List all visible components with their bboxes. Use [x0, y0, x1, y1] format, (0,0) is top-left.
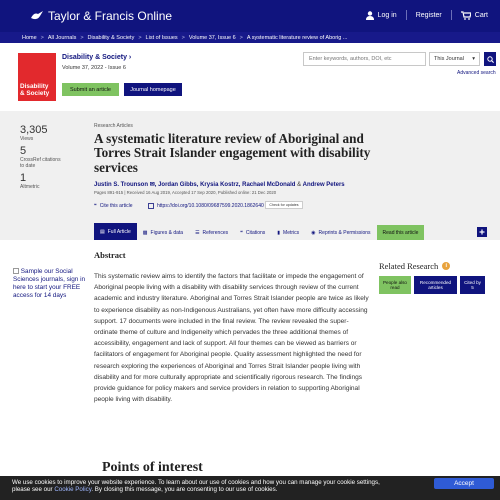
search-icon: [487, 56, 494, 63]
breadcrumb-item[interactable]: Home: [22, 34, 37, 41]
search-input[interactable]: [303, 52, 426, 66]
top-actions: [366, 10, 488, 20]
altmetric-count[interactable]: 1: [20, 172, 27, 184]
top-bar: [0, 0, 500, 32]
site-logo[interactable]: [30, 9, 172, 23]
advanced-search-link[interactable]: Advanced search: [457, 70, 496, 76]
journal-header: [0, 43, 500, 111]
author-ampersand: &: [297, 182, 302, 188]
doi-link[interactable]: [148, 203, 264, 209]
link-icon: [148, 203, 154, 209]
breadcrumb: [0, 32, 500, 43]
chevron-down-icon: ▾: [472, 56, 475, 62]
search-scope-value: This Journal: [434, 56, 464, 62]
breadcrumb-item-current: A systematic literature review of Aborig ...: [246, 34, 348, 41]
tab-citations[interactable]: [234, 225, 271, 240]
author-link[interactable]: Rachael McDonald: [242, 182, 296, 188]
author-link[interactable]: Krysia Kostrz: [200, 182, 239, 188]
author-link[interactable]: Andrew Peters: [302, 182, 345, 188]
cover-title: [20, 84, 49, 97]
accept-cookies-button[interactable]: Accept: [434, 478, 494, 489]
login-label: Log in: [377, 11, 397, 19]
tab-label: Citations: [245, 229, 266, 236]
journal-cover[interactable]: [18, 53, 56, 101]
expand-button[interactable]: [477, 227, 487, 237]
tab-recommended-articles[interactable]: Recommended articles: [414, 276, 457, 294]
cart-link[interactable]: [461, 11, 488, 20]
tab-metrics[interactable]: [271, 225, 305, 240]
cookie-text-line2: [12, 487, 488, 494]
cookie-policy-link[interactable]: Cookie Policy: [54, 485, 92, 493]
tab-full-article[interactable]: [94, 223, 137, 240]
cart-label: Cart: [474, 11, 488, 19]
crossref-label: CrossRef citations to date: [20, 157, 61, 169]
cover-title-line: & Society: [20, 89, 50, 97]
register-link[interactable]: [416, 12, 442, 19]
divider: [406, 10, 407, 20]
breadcrumb-separator: >: [138, 34, 142, 41]
info-icon[interactable]: i: [442, 262, 450, 270]
quote-icon: ❝: [94, 203, 97, 209]
tab-label: References: [202, 229, 229, 236]
lock-icon: ◉: [311, 229, 316, 236]
plus-icon: [479, 229, 485, 235]
tab-references[interactable]: [189, 225, 234, 240]
related-research-tabs: [379, 276, 485, 294]
search-scope-select[interactable]: [429, 52, 480, 66]
article-title: A systematic literature review of Aboriginal and Torres Strait Islander engagement with disability services: [94, 131, 371, 175]
breadcrumb-separator: >: [40, 34, 44, 41]
article-type: Research Articles: [94, 123, 133, 129]
search-button[interactable]: [484, 52, 496, 66]
cite-label: Cite this article: [99, 203, 133, 209]
cite-article-link[interactable]: [94, 203, 133, 209]
related-research-title: Related Research: [379, 261, 439, 271]
journal-homepage-button[interactable]: Journal homepage: [124, 83, 182, 96]
breadcrumb-item[interactable]: Disability & Society: [87, 34, 135, 41]
document-icon: ▤: [100, 228, 105, 235]
promo-image-link[interactable]: [13, 268, 89, 300]
breadcrumb-item[interactable]: List of Issues: [145, 34, 178, 41]
article-tabs: [94, 223, 424, 240]
breadcrumb-separator: >: [181, 34, 185, 41]
bar-chart-icon: ▮: [277, 229, 281, 236]
site-brand: Taylor & Francis Online: [48, 9, 173, 23]
breadcrumb-item[interactable]: All Journals: [47, 34, 77, 41]
tab-label: Full Article: [107, 228, 131, 235]
section-heading: Points of interest: [102, 460, 203, 475]
image-icon: ▩: [142, 229, 148, 236]
author-link[interactable]: Justin S. Trounson: [94, 182, 149, 188]
article-metrics: [20, 125, 80, 194]
tab-label: Metrics: [283, 229, 300, 236]
views-count: 3,305: [20, 124, 48, 136]
tandf-logo-icon: [30, 10, 44, 22]
tab-label: Reprints & Permissions: [318, 229, 371, 236]
tab-label: Figures & data: [150, 229, 184, 236]
broken-image-icon: [13, 268, 19, 274]
promo-alt-text: Sample our Social Sciences journals, sign in here to start your FREE access for 14 days: [13, 268, 86, 299]
views-label: Views: [20, 136, 34, 142]
breadcrumb-separator: >: [80, 34, 84, 41]
author-link[interactable]: Jordan Gibbs: [158, 182, 197, 188]
envelope-icon[interactable]: ✉: [149, 182, 155, 188]
user-icon: [366, 11, 374, 20]
cover-title-line: Disability: [20, 83, 49, 90]
quote-icon: ❝: [240, 229, 243, 236]
crossref-count[interactable]: 5: [20, 145, 27, 157]
check-updates-label: Check for updates: [269, 203, 299, 207]
cookie-text-post: . By closing this message, you are consenting to our use of cookies.: [91, 485, 278, 493]
journal-title[interactable]: [62, 54, 131, 61]
abstract-heading: Abstract: [94, 250, 126, 260]
tab-cited-by[interactable]: Cited by 5: [460, 276, 485, 294]
login-link[interactable]: [366, 11, 397, 20]
doi-text: https://doi.org/10.1080/09687599.2020.1862640: [157, 203, 264, 209]
journal-volume[interactable]: Volume 37, 2022 - Issue 6: [62, 65, 126, 71]
related-research-heading: [379, 261, 450, 271]
altmetric-label: Altmetric: [20, 184, 40, 190]
submit-article-button[interactable]: Submit an article: [62, 83, 119, 96]
publication-dates: Pages 891-915 | Received 16 Aug 2019, Accepted 17 Sep 2020, Published online: 21 Dec 2020: [94, 190, 277, 195]
tab-reprints[interactable]: [305, 225, 376, 240]
tab-read-article[interactable]: [377, 225, 425, 240]
check-updates-badge[interactable]: [265, 201, 303, 209]
divider: [451, 10, 452, 20]
tab-figures[interactable]: [137, 225, 189, 240]
journal-title-text: Disability & Society: [62, 54, 127, 61]
register-label: Register: [415, 11, 442, 19]
chevron-right-icon: ›: [128, 54, 132, 61]
references-icon: ☰: [195, 229, 200, 236]
cookie-text: We use cookies to improve your website experience. To learn about our use of cookies and how you can manage your cookie settings,: [12, 479, 380, 486]
tab-people-also-read[interactable]: People also read: [379, 276, 411, 294]
tab-label: Read this article: [382, 229, 419, 236]
cookie-text-pre: please see our: [12, 485, 53, 493]
breadcrumb-item[interactable]: Volume 37, Issue 6: [188, 34, 236, 41]
abstract-body: This systematic review aims to identify the factors that facilitate or impede the engagement of Aboriginal people living with a disability with disability services through review of the current academic and industry literature. Aboriginal and Torres Strait Islander people are twice as likely to experience disability as non-Indigenous Australians, yet often have more difficulty accessing support. 17 documents were included in the final review. The review revealed the super-ordinate theme of culture and Indigeneity which pervades the three additional themes of accessibility, engagement and lack of support. All four themes can be viewed as barriers or facilitators of engagement for Aboriginal people. Quality assessment highlighted the need for research exploring the experiences of Aboriginal and Torres Strait Islander people living with disability and for more culturally appropriate and scientifically rigorous research. The findings provide guidance for policy makers and service providers in relation to supporting Aboriginal people living with disability.: [94, 273, 369, 404]
cart-icon: [461, 11, 471, 20]
breadcrumb-separator: >: [239, 34, 243, 41]
author-list: Justin S. Trounson ✉, Jordan Gibbs, Krysia Kostrz, Rachael McDonald & Andrew Peters: [94, 182, 345, 188]
cookie-banner: [0, 476, 500, 500]
